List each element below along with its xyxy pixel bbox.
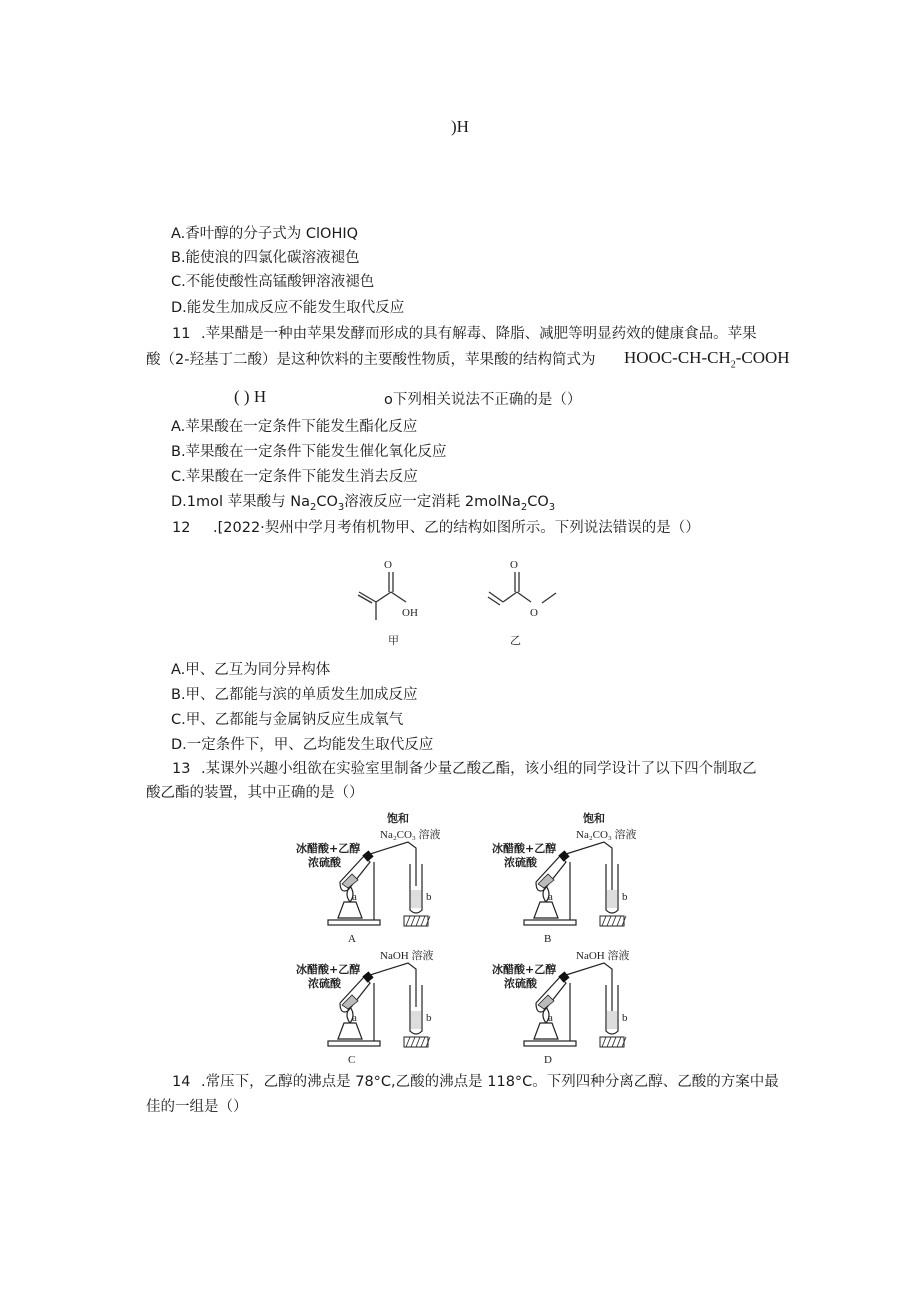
q11-formula: HOOC-$CH-CH_2$-COOH [624,348,790,371]
receiver-liquid [607,890,617,908]
tube-stopper [362,850,373,861]
q11-number: 11 [172,326,191,342]
jia-oh: OH [402,607,418,619]
yi-label: 乙 [510,635,521,647]
receiver-liquid [607,1011,617,1029]
stand-base [328,1041,380,1046]
label-a: a [548,891,553,903]
receiver-liquid [411,890,421,908]
tube-stopper [558,971,569,982]
q10-option-b: B.能使浪的四氯化碳溶液褪色 [171,250,360,266]
label-reagent-2: 浓硫酸 [308,977,341,990]
q10-option-a: A.香叶醇的分子式为 ClOHIQ [171,226,359,242]
structure-jia [350,550,440,650]
receiver-liquid [411,1011,421,1029]
delivery-tube [370,842,416,886]
panel-letter: A [348,933,356,945]
q11-option-a: A.苹果酸在一定条件下能发生酯化反应 [171,419,418,435]
q14-line2: 佳的一组是（） [146,1099,248,1115]
q13-line1: .某课外兴趣小组欲在实验室里制备少量乙酸乙酯，该小组的同学设计了以下四个制取乙 [201,761,757,777]
reaction-liquid [342,995,358,1009]
q12-option-c: C.甲、乙都能与金属钠反应生成氧气 [171,712,404,728]
delivery-tube [566,842,612,900]
q14-line1: .常压下，乙醇的沸点是 78°C,乙酸的沸点是 118°C。下列四种分离乙醇、乙酸的方案中最 [201,1074,779,1090]
stand-base [524,1041,576,1046]
label-reagent-2: 浓硫酸 [308,856,341,869]
reaction-liquid [538,995,554,1009]
yi-carbonyl-o: O [510,559,518,571]
tube-stopper [558,850,569,861]
label-a: a [548,1012,553,1024]
top-fragment: )H [451,117,469,136]
jia-carbonyl-o: O [384,559,392,571]
apparatus-panel-c [290,945,450,1065]
q11-option-d: D.1mol 苹果酸与 $Na_2CO_3$溶液反应一定消耗 $2molNa_2CO_3$ [171,494,556,513]
label-receiver-solution: Na₂CO₃ 溶液 [380,829,441,841]
delivery-tube [566,963,612,1021]
label-reagent-1: 冰醋酸+乙醇 [492,963,557,976]
structure-yi [486,550,576,650]
label-b: b [622,1012,628,1024]
label-b: b [426,891,432,903]
spirit-lamp [338,1023,362,1039]
label-b: b [622,891,628,903]
q13-number: 13 [172,761,191,777]
q10-option-c: C.不能使酸性高锰酸钾溶液褪色 [171,274,375,290]
tube-stopper [362,971,373,982]
label-a: a [352,891,357,903]
q12-option-b: B.甲、乙都能与滨的单质发生加成反应 [171,687,418,703]
label-b: b [426,1012,432,1024]
apparatus-panel-b [486,810,646,945]
label-a: a [352,1012,357,1024]
reaction-liquid [538,874,554,888]
q12-stem: .[2022·契州中学月考侑机物甲、乙的结构如图所示。下列说法错误的是（） [213,520,700,536]
label-reagent-1: 冰醋酸+乙醇 [296,963,361,976]
q11-branch: ( ) H [234,387,267,406]
q11-line3: o下列相关说法不正确的是（） [384,392,582,408]
q12-option-a: A.甲、乙互为同分异构体 [171,662,331,678]
q13-line2: 酸乙酯的装置，其中正确的是（） [146,785,364,801]
apparatus-panel-a [290,810,450,945]
q11-option-c: C.苹果酸在一定条件下能发生消去反应 [171,469,418,485]
q12-number: 12 [172,520,191,536]
spirit-lamp [534,1023,558,1039]
apparatus-panel-d [486,945,646,1065]
label-saturated: 饱和 [387,812,409,825]
q11-line1: .苹果醋是一种由苹果发酵而形成的具有解毒、降脂、减肥等明显药效的健康食品。苹果 [201,326,757,342]
label-reagent-2: 浓硫酸 [504,856,537,869]
panel-letter: C [348,1054,356,1066]
panel-letter: B [544,933,552,945]
stand-base [524,920,576,925]
q10-option-d: D.能发生加成反应不能发生取代反应 [171,300,405,316]
q12-option-d: D.一定条件下，甲、乙均能发生取代反应 [171,737,434,753]
spirit-lamp [338,902,362,918]
delivery-tube [370,963,416,1007]
label-reagent-1: 冰醋酸+乙醇 [296,842,361,855]
jia-label: 甲 [388,635,399,647]
spirit-lamp [534,902,558,918]
label-receiver-solution: Na₂CO₃ 溶液 [576,829,637,841]
label-reagent-1: 冰醋酸+乙醇 [492,842,557,855]
label-saturated: 饱和 [583,812,605,825]
yi-ester-o: O [530,607,538,619]
reaction-liquid [342,874,358,888]
panel-letter: D [544,1054,552,1066]
q11-option-b: B.苹果酸在一定条件下能发生催化氧化反应 [171,444,447,460]
q14-number: 14 [172,1074,191,1090]
label-receiver-solution: NaOH 溶液 [380,950,434,962]
stand-base [328,920,380,925]
label-receiver-solution: NaOH 溶液 [576,950,630,962]
q11-line2: 酸（2-羟基丁二酸）是这种饮料的主要酸性物质，苹果酸的结构简式为 [146,352,596,368]
label-reagent-2: 浓硫酸 [504,977,537,990]
